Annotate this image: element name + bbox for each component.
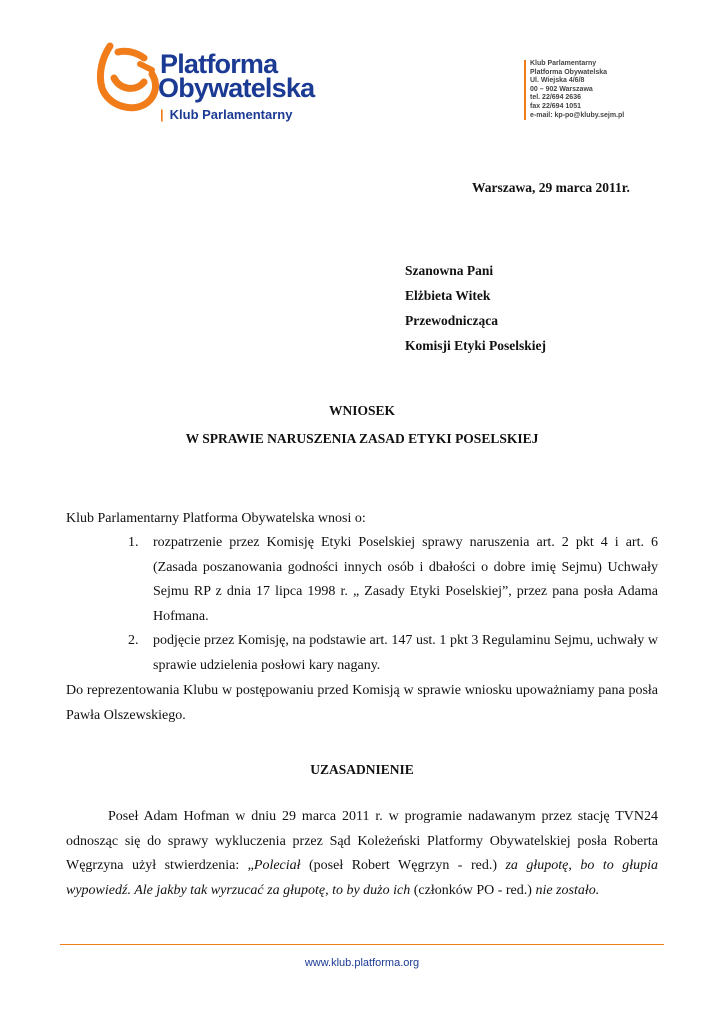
footer-website-link[interactable]: www.klub.platforma.org [304, 957, 420, 969]
contact-block [530, 60, 624, 120]
footer-divider [60, 944, 664, 945]
club-label: | Klub Parlamentarny [160, 107, 293, 122]
list-item-text: rozpatrzenie przez Komisję Etyki Poselskiej sprawy naruszenia art. 2 pkt 4 i art. 6 (Zasada poszanowania godności innych osób i dbałości o dobre imię Sejmu) Uchwały Sejmu RP z dnia 17 lipca 1998 r. „ Zasady Etyki Poselskiej”, przez pana posła Adama Hofmana. [153, 535, 658, 624]
document-title: WNIOSEK [328, 403, 396, 418]
justification-paragraph: Poseł Adam Hofman w dniu 29 marca 2011 r. w programie nadawanym przez stację TVN24 odnosząc się do sprawy wykluczenia przez Sąd Koleżeński Platformy Obywatelskiej posła Roberta Węgrzyna użył stwierdzenia: „Poleciał (poseł Robert Węgrzyn - red.) za głupotę, bo to głupia wypowiedź. Ale jakby tak wyrzucać za głupotę, to by dużo ich (członków PO - red.) nie zostało. [66, 809, 658, 898]
contact-line: fax 22/694 1051 [530, 102, 581, 110]
contact-divider [524, 60, 526, 120]
brand-name-line2: Obywatelska [158, 73, 315, 103]
quote-text: Poleciał [253, 858, 301, 873]
contact-email: e-mail: kp-po@kluby.sejm.pl [530, 111, 625, 119]
addressee-block [405, 258, 546, 358]
quote-text: za głupotę, bo to głupia wypowiedź. Ale jakby tak wyrzucać za głupotę, to by dużo ich [66, 858, 658, 898]
brand-name-line1: Platforma [160, 49, 278, 79]
party-logo-icon [92, 40, 164, 114]
contact-line: Klub Parlamentarny [530, 60, 597, 67]
list-item-number: 2. [128, 633, 139, 648]
addressee-line: Szanowna Pani [405, 263, 494, 278]
addressee-line: Przewodnicząca [405, 313, 498, 328]
addressee-line: Elżbieta Witek [405, 288, 491, 303]
addressee-line: Komisji Etyki Poselskiej [405, 338, 546, 353]
letter-date: Warszawa, 29 marca 2011r. [472, 180, 630, 195]
contact-line: 00 – 902 Warszawa [530, 85, 593, 93]
document-subtitle: W SPRAWIE NARUSZENIA ZASAD ETYKI POSELSKIEJ [185, 431, 539, 446]
quote-text: nie zostało. [535, 882, 600, 898]
list-item-text: podjęcie przez Komisję, na podstawie art. 147 ust. 1 pkt 3 Regulaminu Sejmu, uchwały w sprawie udzielenia posłowi kary nagany. [153, 633, 658, 673]
contact-line: Ul. Wiejska 4/6/8 [530, 77, 585, 85]
representation-paragraph: Do reprezentowania Klubu w postępowaniu przed Komisją w sprawie wniosku upoważniamy pana posła Pawła Olszewskiego. [66, 683, 658, 723]
list-item-number: 1. [128, 535, 139, 550]
contact-line: tel. 22/694 2636 [530, 94, 581, 102]
request-intro: Klub Parlamentarny Platforma Obywatelska wnosi o: [66, 511, 366, 526]
justification-title: UZASADNIENIE [310, 762, 414, 777]
contact-line: Platforma Obywatelska [530, 68, 608, 76]
